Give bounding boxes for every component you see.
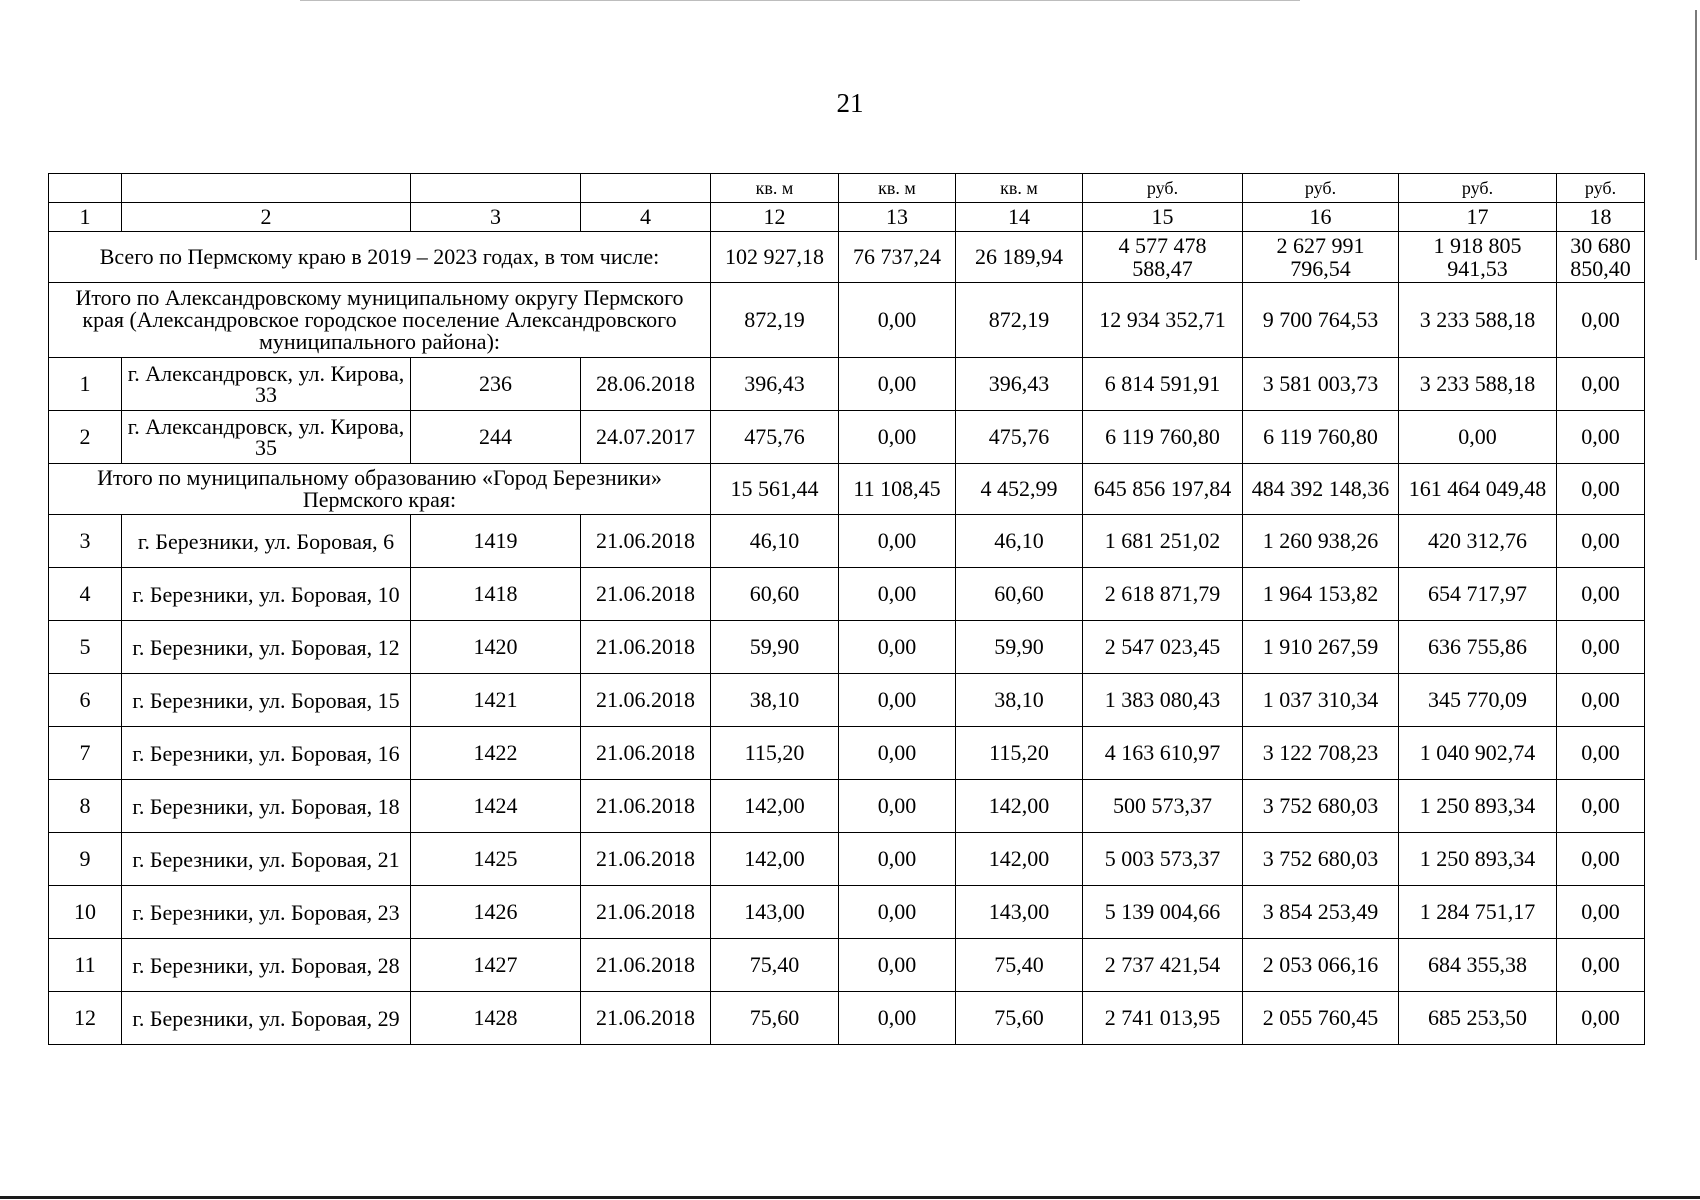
value-cell: 142,00 bbox=[956, 780, 1083, 833]
value-cell: 115,20 bbox=[956, 727, 1083, 780]
value-cell: 0,00 bbox=[839, 674, 956, 727]
group-value: 872,19 bbox=[956, 283, 1083, 358]
group-subtotal-row bbox=[49, 283, 1645, 358]
column-numbers-row bbox=[49, 203, 1645, 232]
address-cell: г. Березники, ул. Боровая, 16 bbox=[122, 727, 411, 780]
value-cell: 0,00 bbox=[839, 358, 956, 411]
value-cell: 143,00 bbox=[711, 886, 839, 939]
value-cell: 0,00 bbox=[839, 833, 956, 886]
date-cell: 21.06.2018 bbox=[581, 939, 711, 992]
table-row bbox=[49, 515, 1645, 568]
group-value: 484 392 148,36 bbox=[1243, 464, 1399, 515]
value-cell: 3 581 003,73 bbox=[1243, 358, 1399, 411]
table-row bbox=[49, 992, 1645, 1045]
date-cell: 21.06.2018 bbox=[581, 886, 711, 939]
value-cell: 60,60 bbox=[956, 568, 1083, 621]
value-cell: 0,00 bbox=[839, 939, 956, 992]
table-row bbox=[49, 674, 1645, 727]
unit-cell: кв. м bbox=[956, 174, 1083, 203]
value-cell: 6 119 760,80 bbox=[1083, 411, 1243, 464]
row-number: 2 bbox=[49, 411, 122, 464]
value-cell: 143,00 bbox=[956, 886, 1083, 939]
value-cell: 0,00 bbox=[1557, 621, 1645, 674]
group-label: Итого по муниципальному образованию «Город Березники» Пермского края: bbox=[49, 464, 711, 515]
document-number-cell: 1427 bbox=[411, 939, 581, 992]
unit-cell: кв. м bbox=[711, 174, 839, 203]
value-cell: 0,00 bbox=[1557, 727, 1645, 780]
value-cell: 1 383 080,43 bbox=[1083, 674, 1243, 727]
date-cell: 21.06.2018 bbox=[581, 568, 711, 621]
unit-cell: кв. м bbox=[839, 174, 956, 203]
value-cell: 3 752 680,03 bbox=[1243, 833, 1399, 886]
value-cell: 0,00 bbox=[839, 515, 956, 568]
value-cell: 142,00 bbox=[711, 833, 839, 886]
group-value: 645 856 197,84 bbox=[1083, 464, 1243, 515]
value-cell: 0,00 bbox=[1557, 674, 1645, 727]
address-cell: г. Березники, ул. Боровая, 29 bbox=[122, 992, 411, 1045]
table-row bbox=[49, 621, 1645, 674]
document-number-cell: 1428 bbox=[411, 992, 581, 1045]
value-cell: 0,00 bbox=[839, 886, 956, 939]
date-cell: 28.06.2018 bbox=[581, 358, 711, 411]
column-number: 16 bbox=[1243, 203, 1399, 232]
value-cell: 2 053 066,16 bbox=[1243, 939, 1399, 992]
value-cell: 0,00 bbox=[1557, 992, 1645, 1045]
unit-cell: руб. bbox=[1399, 174, 1557, 203]
value-cell: 500 573,37 bbox=[1083, 780, 1243, 833]
column-number: 1 bbox=[49, 203, 122, 232]
group-value: 3 233 588,18 bbox=[1399, 283, 1557, 358]
value-cell: 2 737 421,54 bbox=[1083, 939, 1243, 992]
value-cell: 38,10 bbox=[711, 674, 839, 727]
total-row bbox=[49, 232, 1645, 283]
group-value: 0,00 bbox=[839, 283, 956, 358]
document-number-cell: 1426 bbox=[411, 886, 581, 939]
column-number: 14 bbox=[956, 203, 1083, 232]
value-cell: 115,20 bbox=[711, 727, 839, 780]
value-cell: 345 770,09 bbox=[1399, 674, 1557, 727]
units-row bbox=[49, 174, 1645, 203]
page-number: 21 bbox=[836, 88, 864, 118]
date-cell: 21.06.2018 bbox=[581, 780, 711, 833]
date-cell: 21.06.2018 bbox=[581, 515, 711, 568]
row-number: 4 bbox=[49, 568, 122, 621]
table-row bbox=[49, 568, 1645, 621]
value-cell: 0,00 bbox=[839, 992, 956, 1045]
total-value: 76 737,24 bbox=[839, 232, 956, 283]
address-cell: г. Березники, ул. Боровая, 10 bbox=[122, 568, 411, 621]
value-cell: 2 618 871,79 bbox=[1083, 568, 1243, 621]
document-number-cell: 244 bbox=[411, 411, 581, 464]
table-row bbox=[49, 833, 1645, 886]
value-cell: 75,60 bbox=[956, 992, 1083, 1045]
date-cell: 21.06.2018 bbox=[581, 833, 711, 886]
column-number: 2 bbox=[122, 203, 411, 232]
value-cell: 142,00 bbox=[711, 780, 839, 833]
group-label: Итого по Александровскому муниципальному округу Пермского края (Александровское городское поселение Александровского муниципального района): bbox=[49, 283, 711, 358]
value-cell: 0,00 bbox=[839, 411, 956, 464]
total-value: 30 680 850,40 bbox=[1557, 232, 1645, 283]
column-number: 3 bbox=[411, 203, 581, 232]
value-cell: 2 547 023,45 bbox=[1083, 621, 1243, 674]
row-number: 1 bbox=[49, 358, 122, 411]
value-cell: 654 717,97 bbox=[1399, 568, 1557, 621]
group-value: 0,00 bbox=[1557, 283, 1645, 358]
value-cell: 3 854 253,49 bbox=[1243, 886, 1399, 939]
value-cell: 0,00 bbox=[839, 568, 956, 621]
column-number: 12 bbox=[711, 203, 839, 232]
unit-cell bbox=[411, 174, 581, 203]
value-cell: 5 003 573,37 bbox=[1083, 833, 1243, 886]
row-number: 11 bbox=[49, 939, 122, 992]
group-value: 12 934 352,71 bbox=[1083, 283, 1243, 358]
value-cell: 0,00 bbox=[1557, 568, 1645, 621]
value-cell: 0,00 bbox=[1557, 358, 1645, 411]
value-cell: 2 055 760,45 bbox=[1243, 992, 1399, 1045]
total-value: 4 577 478 588,47 bbox=[1083, 232, 1243, 283]
value-cell: 59,90 bbox=[956, 621, 1083, 674]
value-cell: 2 741 013,95 bbox=[1083, 992, 1243, 1045]
document-number-cell: 236 bbox=[411, 358, 581, 411]
group-value: 0,00 bbox=[1557, 464, 1645, 515]
document-number-cell: 1418 bbox=[411, 568, 581, 621]
unit-cell: руб. bbox=[1083, 174, 1243, 203]
table-row bbox=[49, 727, 1645, 780]
value-cell: 60,60 bbox=[711, 568, 839, 621]
date-cell: 21.06.2018 bbox=[581, 992, 711, 1045]
value-cell: 75,60 bbox=[711, 992, 839, 1045]
value-cell: 685 253,50 bbox=[1399, 992, 1557, 1045]
column-number: 13 bbox=[839, 203, 956, 232]
value-cell: 1 250 893,34 bbox=[1399, 833, 1557, 886]
row-number: 8 bbox=[49, 780, 122, 833]
value-cell: 46,10 bbox=[711, 515, 839, 568]
scan-edge-top bbox=[300, 0, 1300, 1]
date-cell: 21.06.2018 bbox=[581, 674, 711, 727]
address-cell: г. Березники, ул. Боровая, 15 bbox=[122, 674, 411, 727]
value-cell: 1 284 751,17 bbox=[1399, 886, 1557, 939]
row-number: 7 bbox=[49, 727, 122, 780]
date-cell: 21.06.2018 bbox=[581, 727, 711, 780]
value-cell: 0,00 bbox=[1557, 411, 1645, 464]
group-value: 161 464 049,48 bbox=[1399, 464, 1557, 515]
column-number: 18 bbox=[1557, 203, 1645, 232]
table-row bbox=[49, 886, 1645, 939]
address-cell: г. Березники, ул. Боровая, 6 bbox=[122, 515, 411, 568]
group-value: 872,19 bbox=[711, 283, 839, 358]
document-number-cell: 1420 bbox=[411, 621, 581, 674]
unit-cell bbox=[122, 174, 411, 203]
row-number: 3 bbox=[49, 515, 122, 568]
value-cell: 0,00 bbox=[1399, 411, 1557, 464]
total-label: Всего по Пермскому краю в 2019 – 2023 годах, в том числе: bbox=[49, 232, 711, 283]
address-cell: г. Березники, ул. Боровая, 18 bbox=[122, 780, 411, 833]
value-cell: 396,43 bbox=[711, 358, 839, 411]
scan-edge-bottom bbox=[0, 1196, 1700, 1199]
total-value: 2 627 991 796,54 bbox=[1243, 232, 1399, 283]
value-cell: 0,00 bbox=[839, 621, 956, 674]
unit-cell: руб. bbox=[1243, 174, 1399, 203]
value-cell: 1 250 893,34 bbox=[1399, 780, 1557, 833]
value-cell: 0,00 bbox=[1557, 780, 1645, 833]
value-cell: 1 037 310,34 bbox=[1243, 674, 1399, 727]
address-cell: г. Березники, ул. Боровая, 12 bbox=[122, 621, 411, 674]
table-row bbox=[49, 411, 1645, 464]
value-cell: 5 139 004,66 bbox=[1083, 886, 1243, 939]
total-value: 1 918 805 941,53 bbox=[1399, 232, 1557, 283]
value-cell: 46,10 bbox=[956, 515, 1083, 568]
document-number-cell: 1425 bbox=[411, 833, 581, 886]
column-number: 15 bbox=[1083, 203, 1243, 232]
value-cell: 4 163 610,97 bbox=[1083, 727, 1243, 780]
value-cell: 75,40 bbox=[956, 939, 1083, 992]
value-cell: 636 755,86 bbox=[1399, 621, 1557, 674]
value-cell: 396,43 bbox=[956, 358, 1083, 411]
value-cell: 38,10 bbox=[956, 674, 1083, 727]
address-cell: г. Березники, ул. Боровая, 21 bbox=[122, 833, 411, 886]
group-value: 9 700 764,53 bbox=[1243, 283, 1399, 358]
table-row bbox=[49, 358, 1645, 411]
value-cell: 1 910 267,59 bbox=[1243, 621, 1399, 674]
row-number: 6 bbox=[49, 674, 122, 727]
value-cell: 6 119 760,80 bbox=[1243, 411, 1399, 464]
value-cell: 0,00 bbox=[1557, 886, 1645, 939]
table-row bbox=[49, 939, 1645, 992]
document-number-cell: 1421 bbox=[411, 674, 581, 727]
value-cell: 1 964 153,82 bbox=[1243, 568, 1399, 621]
value-cell: 1 681 251,02 bbox=[1083, 515, 1243, 568]
value-cell: 475,76 bbox=[711, 411, 839, 464]
row-number: 9 bbox=[49, 833, 122, 886]
value-cell: 6 814 591,91 bbox=[1083, 358, 1243, 411]
value-cell: 3 752 680,03 bbox=[1243, 780, 1399, 833]
value-cell: 3 122 708,23 bbox=[1243, 727, 1399, 780]
value-cell: 0,00 bbox=[839, 727, 956, 780]
column-number: 17 bbox=[1399, 203, 1557, 232]
total-value: 26 189,94 bbox=[956, 232, 1083, 283]
value-cell: 0,00 bbox=[1557, 515, 1645, 568]
value-cell: 420 312,76 bbox=[1399, 515, 1557, 568]
row-number: 5 bbox=[49, 621, 122, 674]
document-number-cell: 1424 bbox=[411, 780, 581, 833]
value-cell: 59,90 bbox=[711, 621, 839, 674]
value-cell: 0,00 bbox=[1557, 939, 1645, 992]
table-body bbox=[49, 174, 1645, 1045]
group-value: 4 452,99 bbox=[956, 464, 1083, 515]
group-subtotal-row bbox=[49, 464, 1645, 515]
value-cell: 475,76 bbox=[956, 411, 1083, 464]
address-cell: г. Александровск, ул. Кирова, 35 bbox=[122, 411, 411, 464]
value-cell: 3 233 588,18 bbox=[1399, 358, 1557, 411]
value-cell: 684 355,38 bbox=[1399, 939, 1557, 992]
address-cell: г. Березники, ул. Боровая, 23 bbox=[122, 886, 411, 939]
value-cell: 142,00 bbox=[956, 833, 1083, 886]
row-number: 10 bbox=[49, 886, 122, 939]
row-number: 12 bbox=[49, 992, 122, 1045]
table-row bbox=[49, 780, 1645, 833]
unit-cell bbox=[49, 174, 122, 203]
total-value: 102 927,18 bbox=[711, 232, 839, 283]
group-value: 11 108,45 bbox=[839, 464, 956, 515]
value-cell: 75,40 bbox=[711, 939, 839, 992]
scan-edge-right bbox=[1695, 10, 1697, 260]
address-cell: г. Александровск, ул. Кирова, 33 bbox=[122, 358, 411, 411]
value-cell: 0,00 bbox=[839, 780, 956, 833]
address-cell: г. Березники, ул. Боровая, 28 bbox=[122, 939, 411, 992]
document-number-cell: 1419 bbox=[411, 515, 581, 568]
value-cell: 1 040 902,74 bbox=[1399, 727, 1557, 780]
column-number: 4 bbox=[581, 203, 711, 232]
date-cell: 21.06.2018 bbox=[581, 621, 711, 674]
resettlement-table bbox=[48, 173, 1645, 1045]
document-number-cell: 1422 bbox=[411, 727, 581, 780]
date-cell: 24.07.2017 bbox=[581, 411, 711, 464]
unit-cell: руб. bbox=[1557, 174, 1645, 203]
group-value: 15 561,44 bbox=[711, 464, 839, 515]
unit-cell bbox=[581, 174, 711, 203]
value-cell: 1 260 938,26 bbox=[1243, 515, 1399, 568]
value-cell: 0,00 bbox=[1557, 833, 1645, 886]
